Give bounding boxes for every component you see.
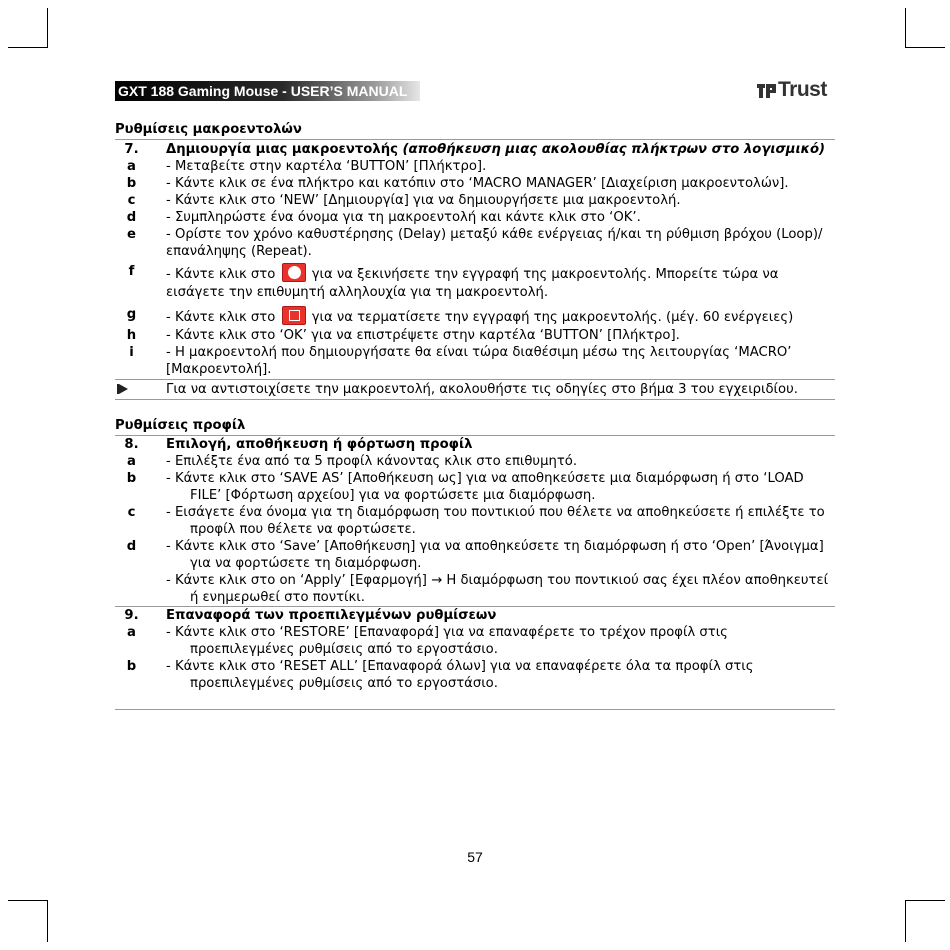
divider <box>115 709 835 710</box>
manual-content <box>115 121 835 710</box>
item-text: - Συμπληρώστε ένα όνομα για τη μακροεντολή και κάντε κλικ στο ‘OK’. <box>166 210 641 225</box>
item-text: - Κάντε κλικ στο ‘NEW’ [Δημιουργία] για να δημιουργήσετε μια μακροεντολή. <box>166 193 681 208</box>
logo-text: Trust <box>778 78 827 101</box>
list-item <box>115 158 835 175</box>
item-key: c <box>127 193 136 208</box>
record-icon <box>282 263 306 282</box>
list-item <box>115 453 835 470</box>
item-text: - Εισάγετε ένα όνομα για τη διαμόρφωση του ποντικιού που θέλετε να αποθηκεύσετε ή επιλέξτε το προφίλ που θέλετε να φορτώσετε. <box>166 505 825 537</box>
list-item <box>115 306 835 327</box>
list-item <box>115 175 835 192</box>
step-number: 8. <box>124 437 139 452</box>
item-key: b <box>126 659 137 674</box>
crop-mark <box>905 900 906 942</box>
item-key: a <box>127 159 136 174</box>
step-heading: Επαναφορά των προεπιλεγμένων ρυθμίσεων <box>166 608 497 623</box>
item-key: b <box>126 176 137 191</box>
item-text: - Κάντε κλικ στο ‘RESET ALL’ [Επαναφορά όλων] για να επαναφέρετε όλα τα προφίλ στις προεπιλεγμένες ρυθμίσεις από το εργοστάσιο. <box>166 659 754 691</box>
list-item <box>115 192 835 209</box>
list-item <box>115 209 835 226</box>
item-key: b <box>126 471 137 486</box>
step-number: 7. <box>124 142 139 157</box>
divider <box>115 399 835 400</box>
trust-logo-icon <box>757 81 777 99</box>
note-text: Για να αντιστοιχίσετε την μακροεντολή, ακολουθήστε τις οδηγίες στο βήμα 3 του εγχειριδίου. <box>166 382 798 397</box>
crop-mark <box>8 47 48 48</box>
list-item <box>115 226 835 260</box>
step-9-heading <box>115 607 835 624</box>
item-key: d <box>126 210 137 225</box>
arrow-icon <box>117 384 128 394</box>
page-number: 57 <box>467 849 483 865</box>
item-text: - Η μακροεντολή που δημιουργήσατε θα είναι τώρα διαθέσιμη μέσω της λειτουργίας ‘MACRO’ [Μακροεντολή]. <box>166 345 792 377</box>
note-row <box>115 381 835 398</box>
item-key: a <box>127 454 136 469</box>
divider <box>115 379 835 380</box>
item-text: - Κάντε κλικ στο on ‘Apply’ [Εφαρμογή] → Η διαμόρφωση του ποντικιού σας έχει πλέον αποθηκευτεί ή ενημερωθεί στο ποντίκι. <box>166 573 829 605</box>
list-item <box>115 327 835 344</box>
profile-section-title: Ρυθμίσεις προφίλ <box>115 418 246 433</box>
item-text: - Κάντε κλικ στο ‘OK’ για να επιστρέψετε στην καρτέλα ‘BUTTON’ [Πλήκτρο]. <box>166 328 680 343</box>
crop-mark <box>47 8 48 48</box>
list-item <box>115 504 835 538</box>
manual-header: GXT 188 Gaming Mouse - USER’S MANUAL <box>115 81 420 101</box>
list-item <box>115 538 835 572</box>
item-key: e <box>127 227 136 242</box>
list-item <box>115 624 835 658</box>
list-item <box>115 263 835 302</box>
item-text: - Κάντε κλικ σε ένα πλήκτρο και κατόπιν στο ‘MACRO MANAGER’ [Διαχείριση μακροεντολών]. <box>166 176 789 191</box>
step-7-heading <box>115 141 835 158</box>
item-key: h <box>126 328 137 343</box>
list-item <box>115 344 835 378</box>
list-item <box>115 470 835 504</box>
item-text-after: για να ξεκινήσετε την εγγραφή της μακροεντολής. Μπορείτε τώρα να εισάγετε την επιθυμητή αλληλουχία για τη μακροεντολή. <box>166 267 779 300</box>
item-text: - Επιλέξτε ένα από τα 5 προφίλ κάνοντας κλικ στο επιθυμητό. <box>166 454 578 469</box>
step-heading-italic: (αποθήκευση μιας ακολουθίας πλήκτρων στο λογισμικό) <box>402 142 826 157</box>
crop-mark <box>905 47 945 48</box>
item-key: a <box>127 625 136 640</box>
item-key: c <box>127 505 136 520</box>
stop-icon <box>282 306 306 325</box>
item-text-before: - Κάντε κλικ στο <box>166 310 276 325</box>
step-number: 9. <box>124 608 139 623</box>
macro-section-title: Ρυθμίσεις μακροεντολών <box>115 122 302 137</box>
item-text-after: για να τερματίσετε την εγγραφή της μακροεντολής. (μέγ. 60 ενέργειες) <box>311 310 794 325</box>
list-item <box>115 658 835 692</box>
list-item <box>115 572 835 606</box>
item-text: - Κάντε κλικ στο ‘RESTORE’ [Επαναφορά] για να επαναφέρετε το τρέχον προφίλ στις προεπιλεγμένες ρυθμίσεις από το εργοστάσιο. <box>166 625 728 657</box>
item-text: - Κάντε κλικ στο ‘Save’ [Αποθήκευση] για να αποθηκεύσετε τη διαμόρφωση ή στο ‘Open’ [Άνοιγμα] για να φορτώσετε τη διαμόρφωση. <box>166 539 824 571</box>
item-key: g <box>126 307 137 322</box>
item-text: - Ορίστε τον χρόνο καθυστέρησης (Delay) μεταξύ κάθε ενέργειας ή/και τη ρύθμιση βρόχου (Loop)/επανάληψης (Repeat). <box>166 227 823 259</box>
step-heading: Δημιουργία μιας μακροεντολής <box>166 142 398 157</box>
crop-mark <box>905 900 945 901</box>
crop-mark <box>905 8 906 48</box>
crop-mark <box>47 900 48 942</box>
step-8-heading <box>115 436 835 453</box>
item-key: f <box>128 264 135 279</box>
item-key: i <box>129 345 134 360</box>
item-key: d <box>126 539 137 554</box>
crop-mark <box>8 900 48 901</box>
step-heading: Επιλογή, αποθήκευση ή φόρτωση προφίλ <box>166 437 473 452</box>
item-text-before: - Κάντε κλικ στο <box>166 267 276 282</box>
trust-logo <box>757 78 827 102</box>
divider <box>115 139 835 140</box>
item-text: - Μεταβείτε στην καρτέλα ‘BUTTON’ [Πλήκτρο]. <box>166 159 487 174</box>
item-text: - Κάντε κλικ στο ‘SAVE AS’ [Αποθήκευση ως] για να αποθηκεύσετε μια διαμόρφωση ή στο ‘LOAD FILE’ [Φόρτωση αρχείου] για να φορτώσετε μια διαμόρφωση. <box>166 471 804 503</box>
